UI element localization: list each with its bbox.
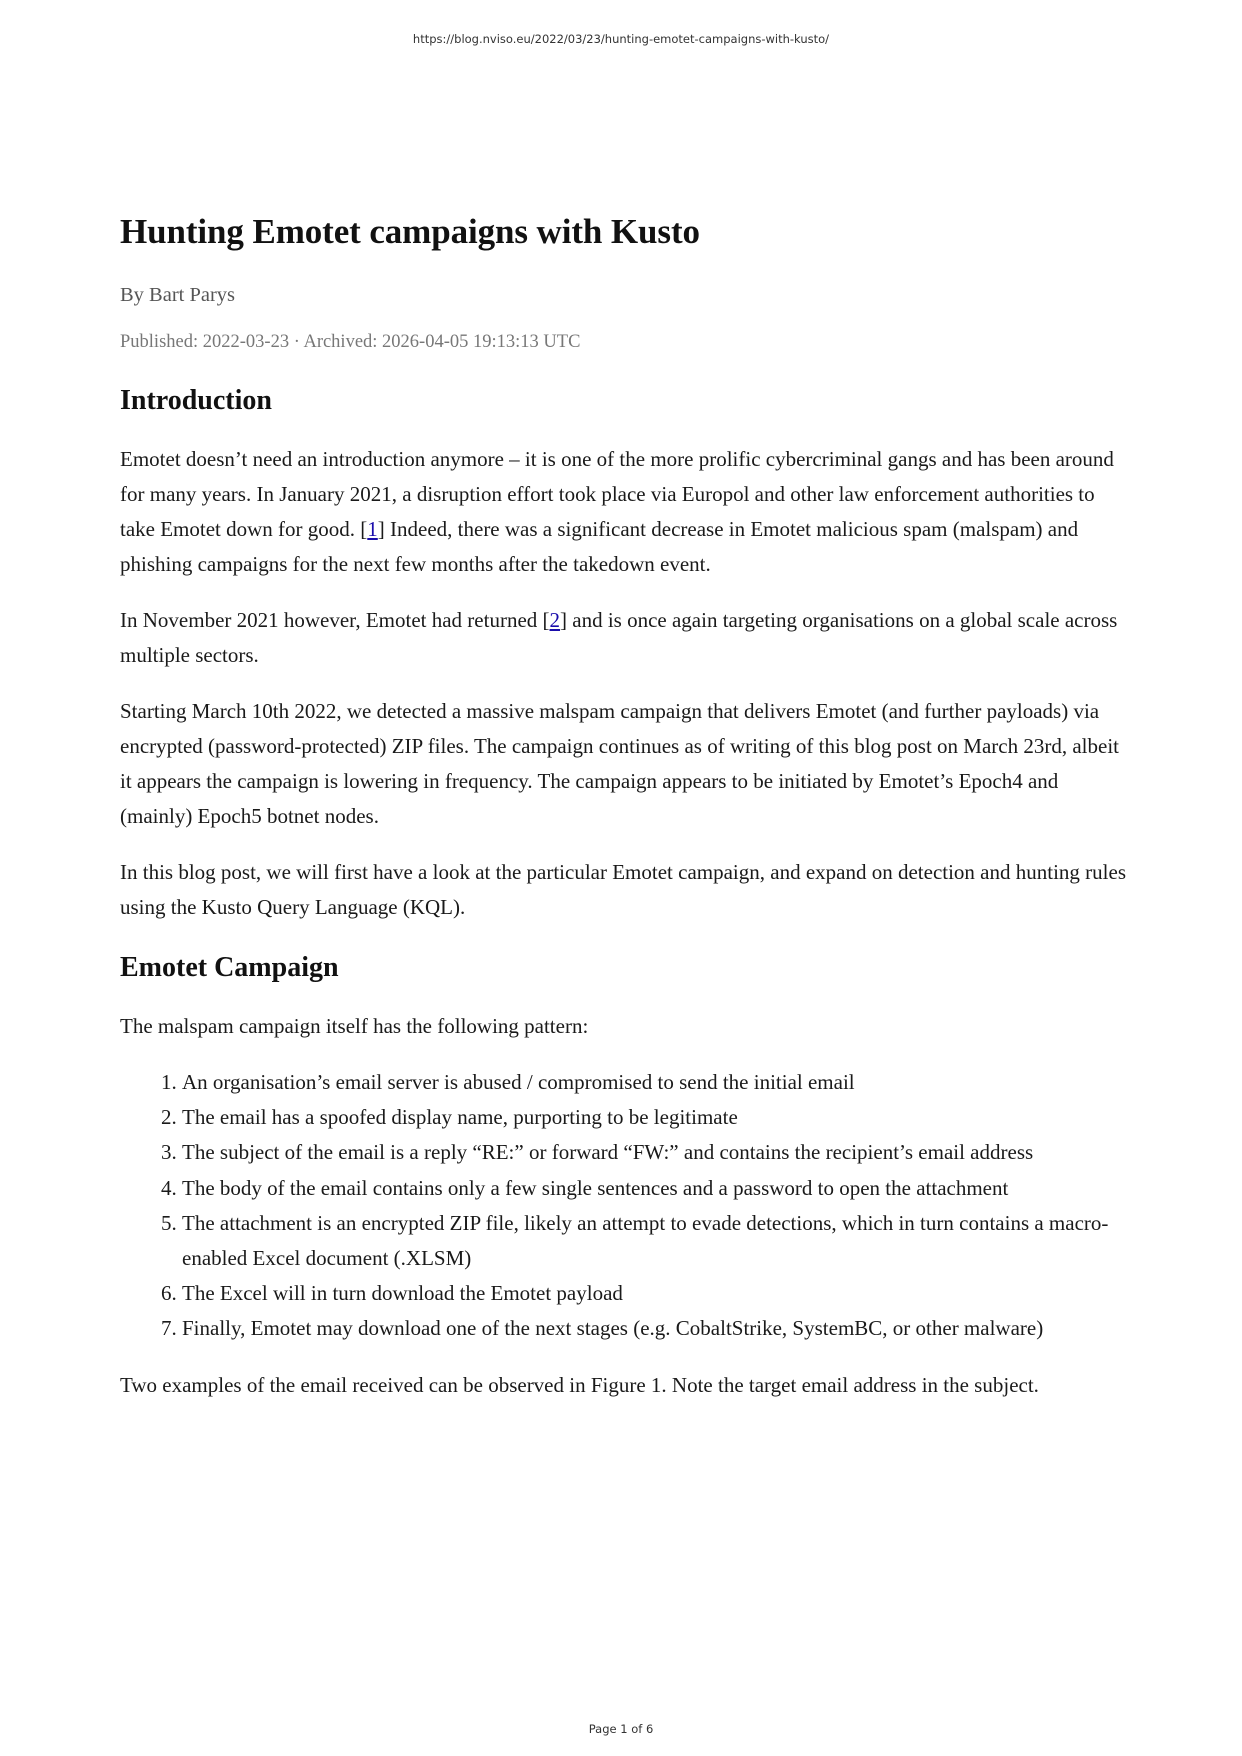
section-heading-introduction: Introduction (120, 385, 272, 416)
intro-paragraph-1-text-a: Emotet doesn’t need an introduction anymore – it is one of the more prolific cybercriminal gangs and has been around for many years. In January 2021, a disruption effort took place via Europol and other law enforcement authorities to take Emotet down for good. [ (120, 447, 1114, 541)
intro-paragraph-3: Starting March 10th 2022, we detected a massive malspam campaign that delivers Emotet (and further payloads) via encrypted (password-protected) ZIP files. The campaign continues as of writing of this blog post on March 23rd, albeit it appears the campaign is lowering in frequency. The campaign appears to be initiated by Emotet’s Epoch4 and (mainly) Epoch5 botnet nodes. (120, 699, 1119, 828)
intro-paragraph-2 (120, 603, 1130, 673)
article-title: Hunting Emotet campaigns with Kusto (120, 212, 700, 251)
intro-paragraph-2-text-a: In November 2021 however, Emotet had returned [ (120, 608, 550, 632)
list-item: 6. The Excel will in turn download the Emotet payload (182, 1276, 1130, 1311)
list-item: 5. The attachment is an encrypted ZIP file, likely an attempt to evade detections, which in turn contains a macro-enabled Excel document (.XLSM) (182, 1206, 1130, 1276)
list-item: 7. Finally, Emotet may download one of the next stages (e.g. CobaltStrike, SystemBC, or other malware) (182, 1311, 1130, 1346)
intro-paragraph-2-text-b: ] and is once again targeting organisations on a global scale across multiple sectors. (120, 608, 1118, 667)
list-item: 1. An organisation’s email server is abused / compromised to send the initial email (182, 1065, 1130, 1100)
intro-paragraph-1-text-b: ] Indeed, there was a significant decrease in Emotet malicious spam (malspam) and phishing campaigns for the next few months after the takedown event. (120, 517, 1079, 576)
page-number-footer: Page 1 of 6 (588, 1722, 654, 1736)
campaign-pattern-list (120, 1065, 1130, 1347)
reference-link-2[interactable]: 2 (549, 608, 561, 632)
list-item: 4. The body of the email contains only a few single sentences and a password to open the attachment (182, 1171, 1130, 1206)
article-body (120, 210, 1130, 1403)
campaign-paragraph-2: Two examples of the email received can be observed in Figure 1. Note the target email address in the subject. (120, 1372, 1039, 1397)
list-item: 3. The subject of the email is a reply “RE:” or forward “FW:” and contains the recipient’s email address (182, 1135, 1130, 1170)
reference-link-1[interactable]: 1 (367, 517, 378, 541)
campaign-paragraph-1: The malspam campaign itself has the following pattern: (120, 1014, 589, 1038)
section-heading-emotet-campaign: Emotet Campaign (120, 952, 339, 983)
article-meta: Published: 2022-03-23 · Archived: 2026-04-05 19:13:13 UTC (120, 332, 581, 352)
page-url-header: https://blog.nviso.eu/2022/03/23/hunting-emotet-campaigns-with-kusto/ (412, 32, 830, 46)
list-item: 2. The email has a spoofed display name, purporting to be legitimate (182, 1100, 1130, 1135)
intro-paragraph-4: In this blog post, we will first have a look at the particular Emotet campaign, and expand on detection and hunting rules using the Kusto Query Language (KQL). (120, 860, 1126, 919)
intro-paragraph-1 (120, 442, 1130, 582)
article-byline: By Bart Parys (120, 284, 236, 306)
